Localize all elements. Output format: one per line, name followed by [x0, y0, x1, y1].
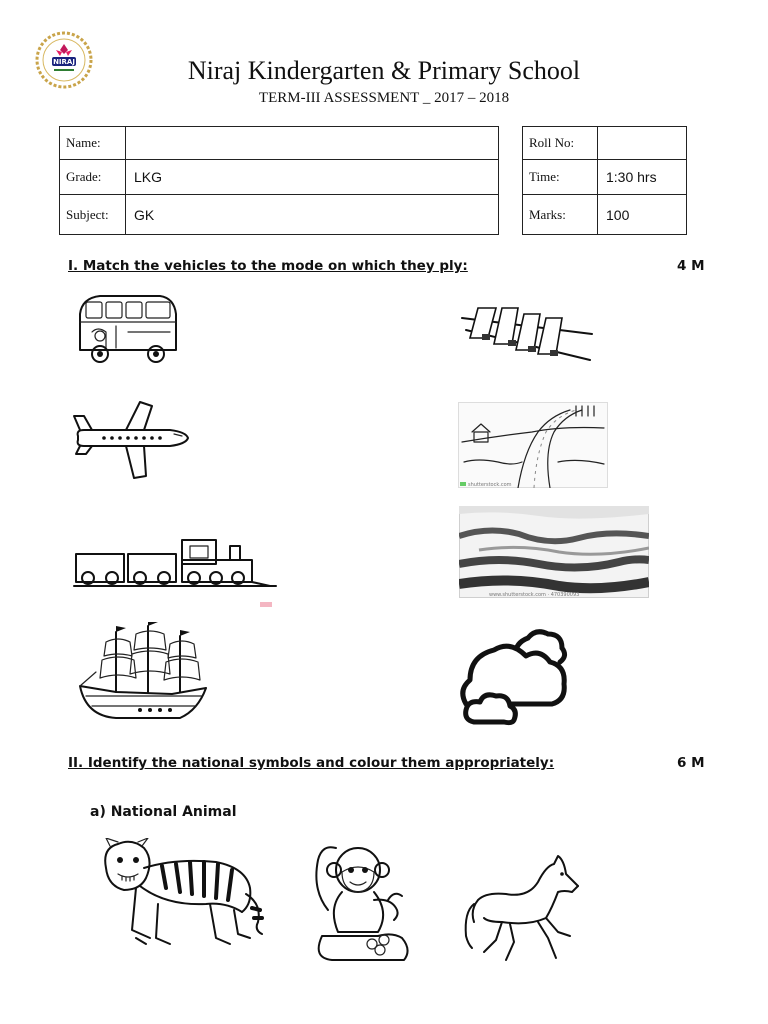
svg-text:www.shutterstock.com · 4703900: www.shutterstock.com · 470390093 — [489, 592, 580, 598]
railway-track-picture — [458, 294, 598, 364]
subject-label: Subject: — [60, 195, 126, 235]
time-value: 1:30 hrs — [598, 160, 687, 195]
roll-no-label: Roll No: — [523, 127, 598, 160]
road-picture — [458, 402, 608, 488]
section-1-marks: 4 M — [677, 258, 705, 274]
time-label: Time: — [523, 160, 598, 195]
ship-picture — [76, 622, 212, 724]
section-2-marks: 6 M — [677, 755, 705, 771]
grade-value: LKG — [126, 160, 499, 195]
horse-picture — [462, 852, 582, 964]
marks-value: 100 — [598, 195, 687, 235]
svg-text:NIRAJ: NIRAJ — [53, 58, 75, 66]
subject-value: GK — [126, 195, 499, 235]
section-1-title: I. Match the vehicles to the mode on which they ply: — [68, 258, 468, 274]
marks-label: Marks: — [523, 195, 598, 235]
monkey-picture — [308, 840, 412, 964]
svg-text:shutterstock.com: shutterstock.com — [468, 482, 512, 488]
national-animal-heading: a) National Animal — [90, 804, 237, 820]
assessment-title: TERM-III ASSESSMENT _ 2017 – 2018 — [258, 90, 510, 106]
train-picture — [72, 536, 278, 608]
grade-label: Grade: — [60, 160, 126, 195]
van-picture — [72, 292, 182, 368]
roll-no-field[interactable] — [598, 127, 687, 160]
tiger-picture — [96, 838, 268, 962]
river-picture — [459, 506, 649, 598]
student-info-table — [59, 126, 499, 235]
school-name: Niraj Kindergarten & Primary School — [187, 56, 581, 85]
airplane-picture — [70, 400, 190, 482]
name-field[interactable] — [126, 127, 499, 160]
section-2-title: II. Identify the national symbols and colour them appropriately: — [68, 755, 555, 771]
name-label: Name: — [60, 127, 126, 160]
exam-info-table — [522, 126, 687, 235]
clouds-picture — [456, 626, 570, 728]
